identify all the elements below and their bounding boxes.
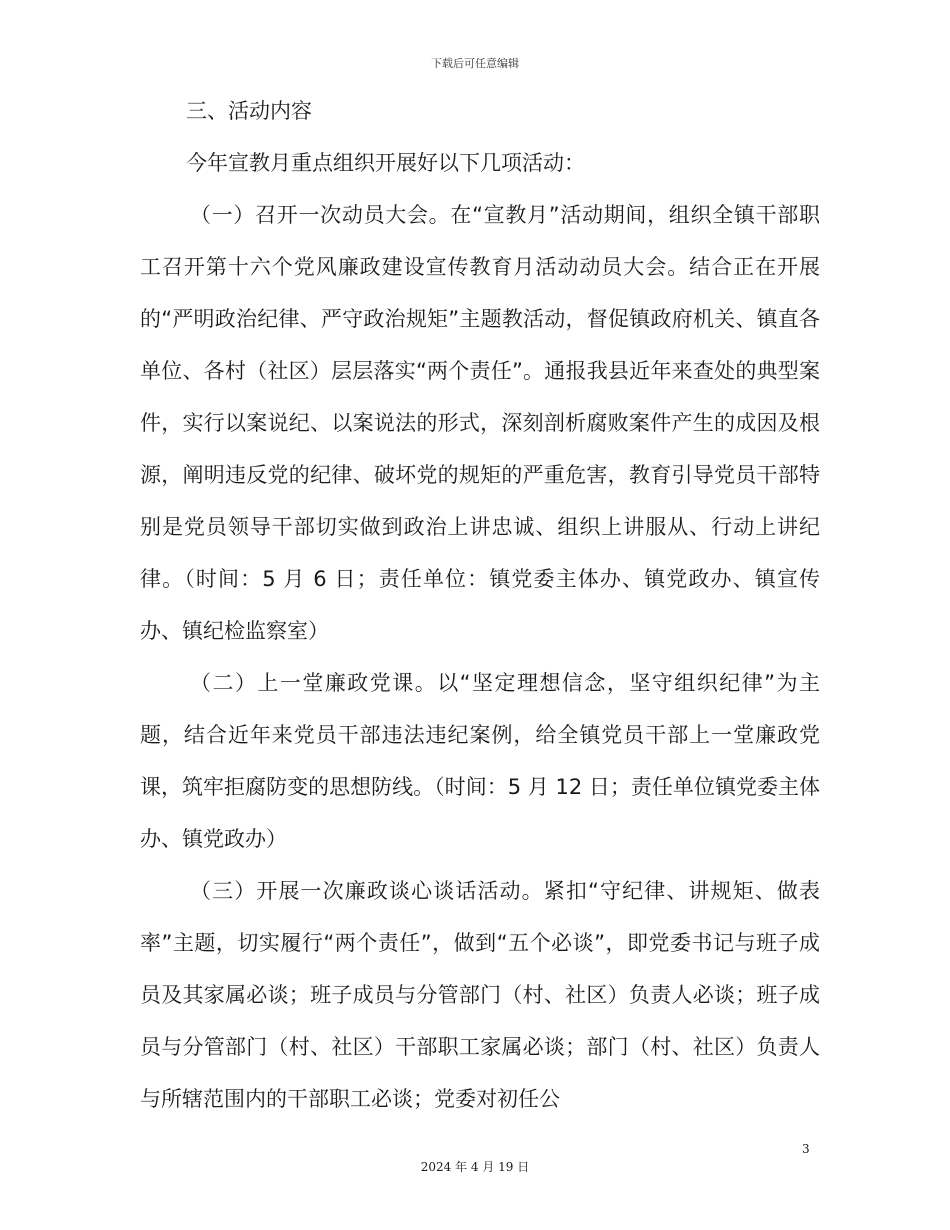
document-body (140, 85, 820, 1125)
paragraph-item-3: （三）开展一次廉政谈心谈话活动。紧扣“守纪律、讲规矩、做表率”主题，切实履行“两个责任”，做到“五个必谈”，即党委书记与班子成员及其家属必谈；班子成员与分管部门（村、社区）负责人必谈；班子成员与分管部门（村、社区）干部职工家属必谈；部门（村、社区）负责人与所辖范围内的干部职工必谈；党委对初任公 (140, 879, 820, 1111)
page-number: 3 (802, 1142, 810, 1156)
paragraph-item-2: （二）上一堂廉政党课。以“坚定理想信念，坚守组织纪律”为主题，结合近年来党员干部违法违纪案例，给全镇党员干部上一堂廉政党课，筑牢拒腐防变的思想防线。（时间：5 月 12 日；责任单位镇党委主体办、镇党政办） (140, 671, 820, 851)
footer-date: 2024 年 4 月 19 日 (420, 1160, 530, 1174)
paragraph-item-1: （一）召开一次动员大会。在“宣教月”活动期间，组织全镇干部职工召开第十六个党风廉政建设宣传教育月活动动员大会。结合正在开展的“严明政治纪律、严守政治规矩”主题教活动，督促镇政府机关、镇直各单位、各村（社区）层层落实“两个责任”。通报我县近年来查处的典型案件，实行以案说纪、以案说法的形式，深刻剖析腐败案件产生的成因及根源，阐明违反党的纪律、破坏党的规矩的严重危害，教育引导党员干部特别是党员领导干部切实做到政治上讲忠诚、组织上讲服从、行动上讲纪律。（时间：5 月 6 日；责任单位：镇党委主体办、镇党政办、镇宣传办、镇纪检监察室） (140, 203, 820, 643)
section-title: 三、活动内容 (186, 99, 312, 123)
header-note: 下载后可任意编辑 (431, 57, 519, 70)
intro-paragraph: 今年宣教月重点组织开展好以下几项活动： (186, 151, 585, 175)
